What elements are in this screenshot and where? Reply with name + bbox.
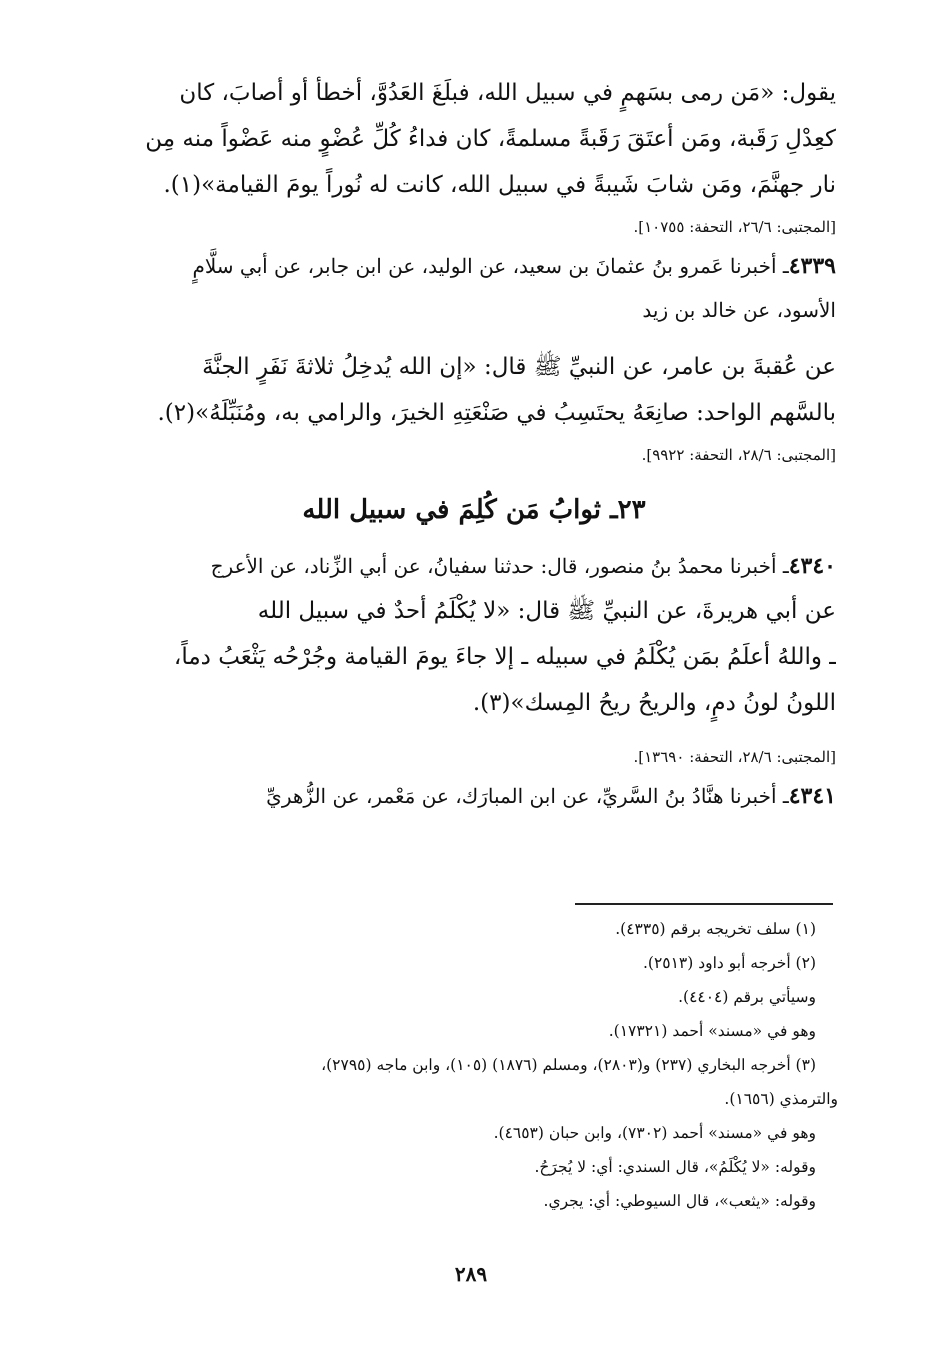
chain-text: ـ أخبرنا محمدُ بنُ منصور، قال: حدثنا سفيانُ، عن أبي الزِّناد، عن الأعرج: [210, 554, 789, 578]
footnote: وقوله: «يثعب»، قال السيوطي: أي: يجري.: [543, 1192, 816, 1210]
text-line: عن أبي هريرةَ، عن النبيِّ ﷺ قال: «لا يُكْلَمُ أحدٌ في سبيل الله: [257, 598, 836, 624]
hadith-chain: [112, 774, 836, 818]
main-text: [112, 70, 836, 818]
footnote-divider: [575, 903, 833, 905]
hadith-chain: [112, 544, 836, 588]
hadith-reference: [المجتبى: ٢٨/٦، التحفة: ١٣٦٩٠].: [633, 748, 836, 766]
chain-text: ـ أخبرنا عَمرو بنُ عثمانَ بن سعيد، عن الوليد، عن ابن جابر، عن أبي سلَّامٍ: [192, 254, 789, 278]
hadith-number: ٤٣٣٩: [788, 253, 836, 279]
page-number: ٢٨٩: [454, 1262, 488, 1286]
hadith-number: ٤٣٤١: [788, 783, 836, 809]
footnotes: [112, 912, 838, 1218]
chain-text: ـ أخبرنا هنَّادُ بنُ السَّريِّ، عن ابن المبارَك، عن مَعْمر، عن الزُّهريِّ: [266, 784, 789, 808]
footnote: (٣) أخرجه البخاري (٢٣٧) و(٢٨٠٣)، ومسلم (١٨٧٦) (١٠٥)، وابن ماجه (٢٧٩٥)،: [321, 1056, 816, 1074]
hadith-number: ٤٣٤٠: [788, 553, 836, 579]
hadith-chain: [112, 244, 836, 288]
hadith-reference: [المجتبى: ٢٦/٦، التحفة: ١٠٧٥٥].: [633, 218, 836, 236]
text-line: كعِدْلِ رَقَبة، ومَن أعتَقَ رَقَبةً مسلمةً، كان فداءُ كُلِّ عُضْوٍ منه عَضْواً منه مِن: [145, 126, 836, 152]
text-line: اللونُ لونُ دمٍ، والريحُ ريحُ المِسك»(٣).: [472, 690, 836, 716]
text-line: ـ واللهُ أعلَمُ بمَن يُكْلَمُ في سبيله ـ إلا جاءَ يومَ القيامة وجُرْحُه يَثْعَبُ دماً،: [173, 644, 836, 670]
text-line: عن عُقبةَ بن عامر، عن النبيِّ ﷺ قال: «إن الله يُدخِلُ ثلاثةَ نَفَرٍ الجنَّةَ: [202, 354, 836, 380]
hadith-reference: [المجتبى: ٢٨/٦، التحفة: ٩٩٢٢].: [641, 446, 836, 464]
footnote: وهو في «مسند» أحمد (١٧٣٢١).: [608, 1022, 816, 1040]
text-line: نار جهنَّمَ، ومَن شابَ شَيبةً في سبيل الله، كانت له نُوراً يومَ القيامة»(١).: [163, 172, 836, 198]
chapter-heading: ٢٣ـ ثوابُ مَن كُلِمَ في سبيل الله: [302, 495, 646, 525]
footnote: وسيأتي برقم (٤٤٠٤).: [678, 988, 816, 1006]
footnote: والترمذي (١٦٥٦).: [724, 1090, 838, 1108]
text-line: بالسَّهم الواحد: صانِعَهُ يحتَسِبُ في صَنْعَتِهِ الخيرَ، والرامي به، ومُنَبِّلَهُ»(٢).: [157, 400, 836, 426]
footnote: وقوله: «لا يُكْلَمُ»، قال السندي: أي: لا يُجرَحُ.: [534, 1158, 816, 1176]
chain-text: الأسود، عن خالد بن زيد: [642, 298, 836, 322]
text-line: يقول: «مَن رمى بسَهمٍ في سبيل الله، فبلَغَ العَدُوَّ، أخطأ أو أصابَ، كان: [179, 80, 836, 106]
footnote: وهو في «مسند» أحمد (٧٣٠٢)، وابن حبان (٤٦٥٣).: [493, 1124, 816, 1142]
footnote: (٢) أخرجه أبو داود (٢٥١٣).: [642, 954, 816, 972]
footnote: (١) سلف تخريجه برقم (٤٣٣٥).: [615, 920, 816, 938]
